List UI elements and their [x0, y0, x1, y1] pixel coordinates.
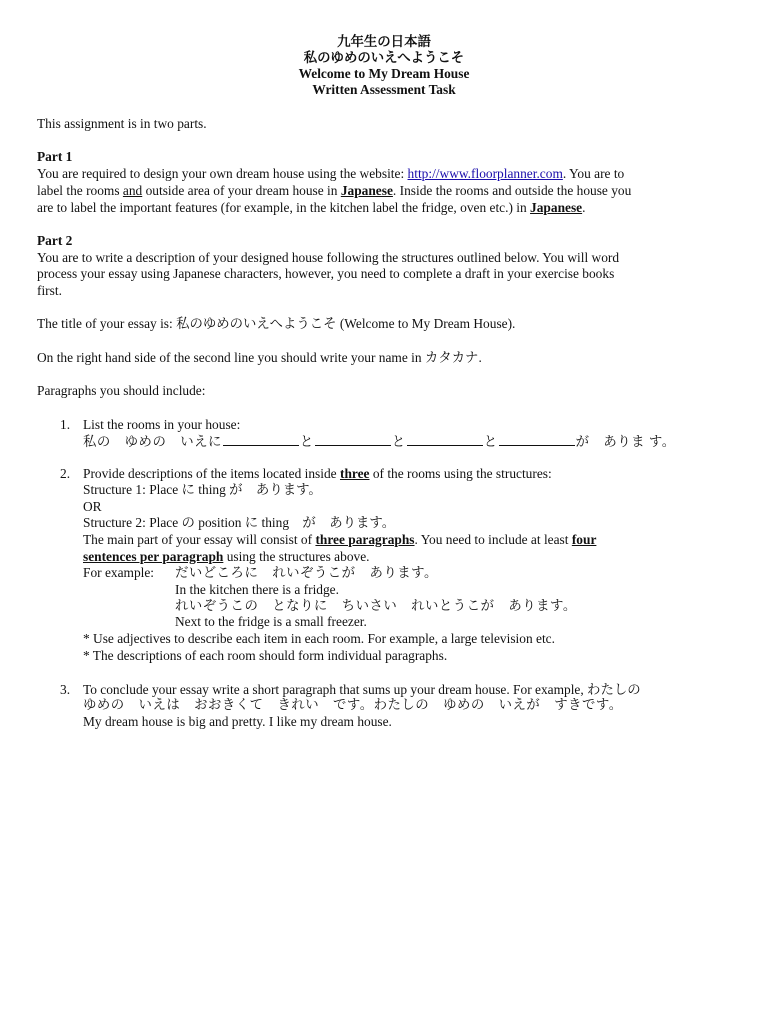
- note-paragraphs: * The descriptions of each room should form individual paragraphs.: [83, 648, 448, 663]
- part1-line2-text: label the rooms: [37, 183, 123, 198]
- part1-line2: [37, 183, 631, 200]
- item2-number: 2.: [60, 466, 71, 481]
- part2-line3: first.: [37, 283, 62, 298]
- item1-number: 1.: [60, 417, 71, 432]
- item1-sentence-start: 私の ゆめの いえに: [83, 434, 222, 449]
- three-emphasis: three: [339, 466, 370, 481]
- fill-in-blank: [223, 433, 299, 446]
- part1-line3-end: .: [582, 200, 586, 215]
- sentences-per-paragraph-emphasis: sentences per paragraph: [83, 549, 224, 564]
- item3-number: 3.: [60, 682, 71, 697]
- structure-2: Structure 2: Place の position に thing が あります。: [83, 515, 396, 530]
- four-emphasis: four: [571, 532, 597, 547]
- part1-line2-end: . Inside the rooms and outside the house you: [392, 183, 632, 198]
- main-part-line: [83, 532, 596, 549]
- header-japanese-class: 九年生の日本語: [337, 34, 431, 49]
- or-text: OR: [83, 499, 102, 514]
- particle-to: と: [391, 434, 406, 449]
- item3-line2-japanese: ゆめの いえは おおきくて きれい です。わたしの ゆめの いえが すきです。: [83, 697, 623, 712]
- note-adjectives: * Use adjectives to describe each item in each room. For example, a large television etc.: [83, 631, 555, 646]
- part1-line1-end: . You are to: [562, 166, 625, 181]
- sentences-line-end: using the structures above.: [223, 549, 370, 564]
- item1-sentence-end: が ありま す。: [575, 434, 676, 449]
- item1-instruction: List the rooms in your house:: [83, 417, 241, 432]
- header-english-title: Welcome to My Dream House: [298, 66, 470, 81]
- example-2-english: Next to the fridge is a small freezer.: [175, 614, 367, 629]
- example-label: For example:: [83, 565, 155, 580]
- sentences-line: [83, 549, 370, 566]
- name-instruction-line: On the right hand side of the second line you should write your name in カタカナ.: [37, 350, 482, 365]
- floorplanner-link[interactable]: http://www.floorplanner.com: [407, 166, 563, 181]
- part2-line2: process your essay using Japanese characters, however, you need to complete a draft in your exercise books: [37, 266, 615, 281]
- item3-line3-english: My dream house is big and pretty. I like my dream house.: [83, 714, 392, 729]
- part2-heading: Part 2: [37, 233, 73, 248]
- fill-in-blank: [315, 433, 391, 446]
- item2-instruction: [83, 466, 552, 483]
- essay-title-line: The title of your essay is: 私のゆめのいえへようこそ (Welcome to My Dream House).: [37, 316, 516, 331]
- header-japanese-title: 私のゆめのいえへようこそ: [303, 50, 465, 65]
- part1-line3-text: are to label the important features (for example, in the kitchen label the fridge, oven etc.) in: [37, 200, 531, 215]
- part1-line2-mid: outside area of your dream house in: [142, 183, 341, 198]
- item3-line1: To conclude your essay write a short paragraph that sums up your dream house. For example, わたしの: [83, 682, 641, 697]
- structure-1: Structure 1: Place に thing が あります。: [83, 482, 322, 497]
- example-1-english: In the kitchen there is a fridge.: [175, 582, 339, 597]
- main-part-mid: . You need to include at least: [414, 532, 572, 547]
- item1-sentence-template: [83, 433, 676, 451]
- particle-to: と: [299, 434, 314, 449]
- paragraphs-intro: Paragraphs you should include:: [37, 383, 206, 398]
- item2-instruction-end: of the rooms using the structures:: [369, 466, 552, 481]
- intro-text: This assignment is in two parts.: [37, 116, 207, 131]
- part1-heading: Part 1: [37, 149, 73, 164]
- three-paragraphs-emphasis: three paragraphs: [315, 532, 415, 547]
- part1-line3: [37, 200, 585, 217]
- item2-instruction-text: Provide descriptions of the items located inside: [83, 466, 340, 481]
- part1-line1-text: You are required to design your own dream house using the website:: [37, 166, 408, 181]
- and-emphasis: and: [122, 183, 143, 198]
- japanese-emphasis-1: Japanese: [340, 183, 393, 198]
- example-2-japanese: れいぞうこの となりに ちいさい れいとうこが あります。: [175, 598, 577, 613]
- fill-in-blank: [407, 433, 483, 446]
- example-1-japanese: だいどころに れいぞうこが あります。: [175, 565, 438, 580]
- part1-line1: [37, 166, 624, 183]
- particle-to: と: [483, 434, 498, 449]
- main-part-text: The main part of your essay will consist of: [83, 532, 316, 547]
- part2-line1: You are to write a description of your designed house following the structures outlined below. You will word: [37, 250, 620, 265]
- japanese-emphasis-2: Japanese: [530, 200, 583, 215]
- fill-in-blank: [499, 433, 575, 446]
- header-task-title: Written Assessment Task: [312, 82, 456, 97]
